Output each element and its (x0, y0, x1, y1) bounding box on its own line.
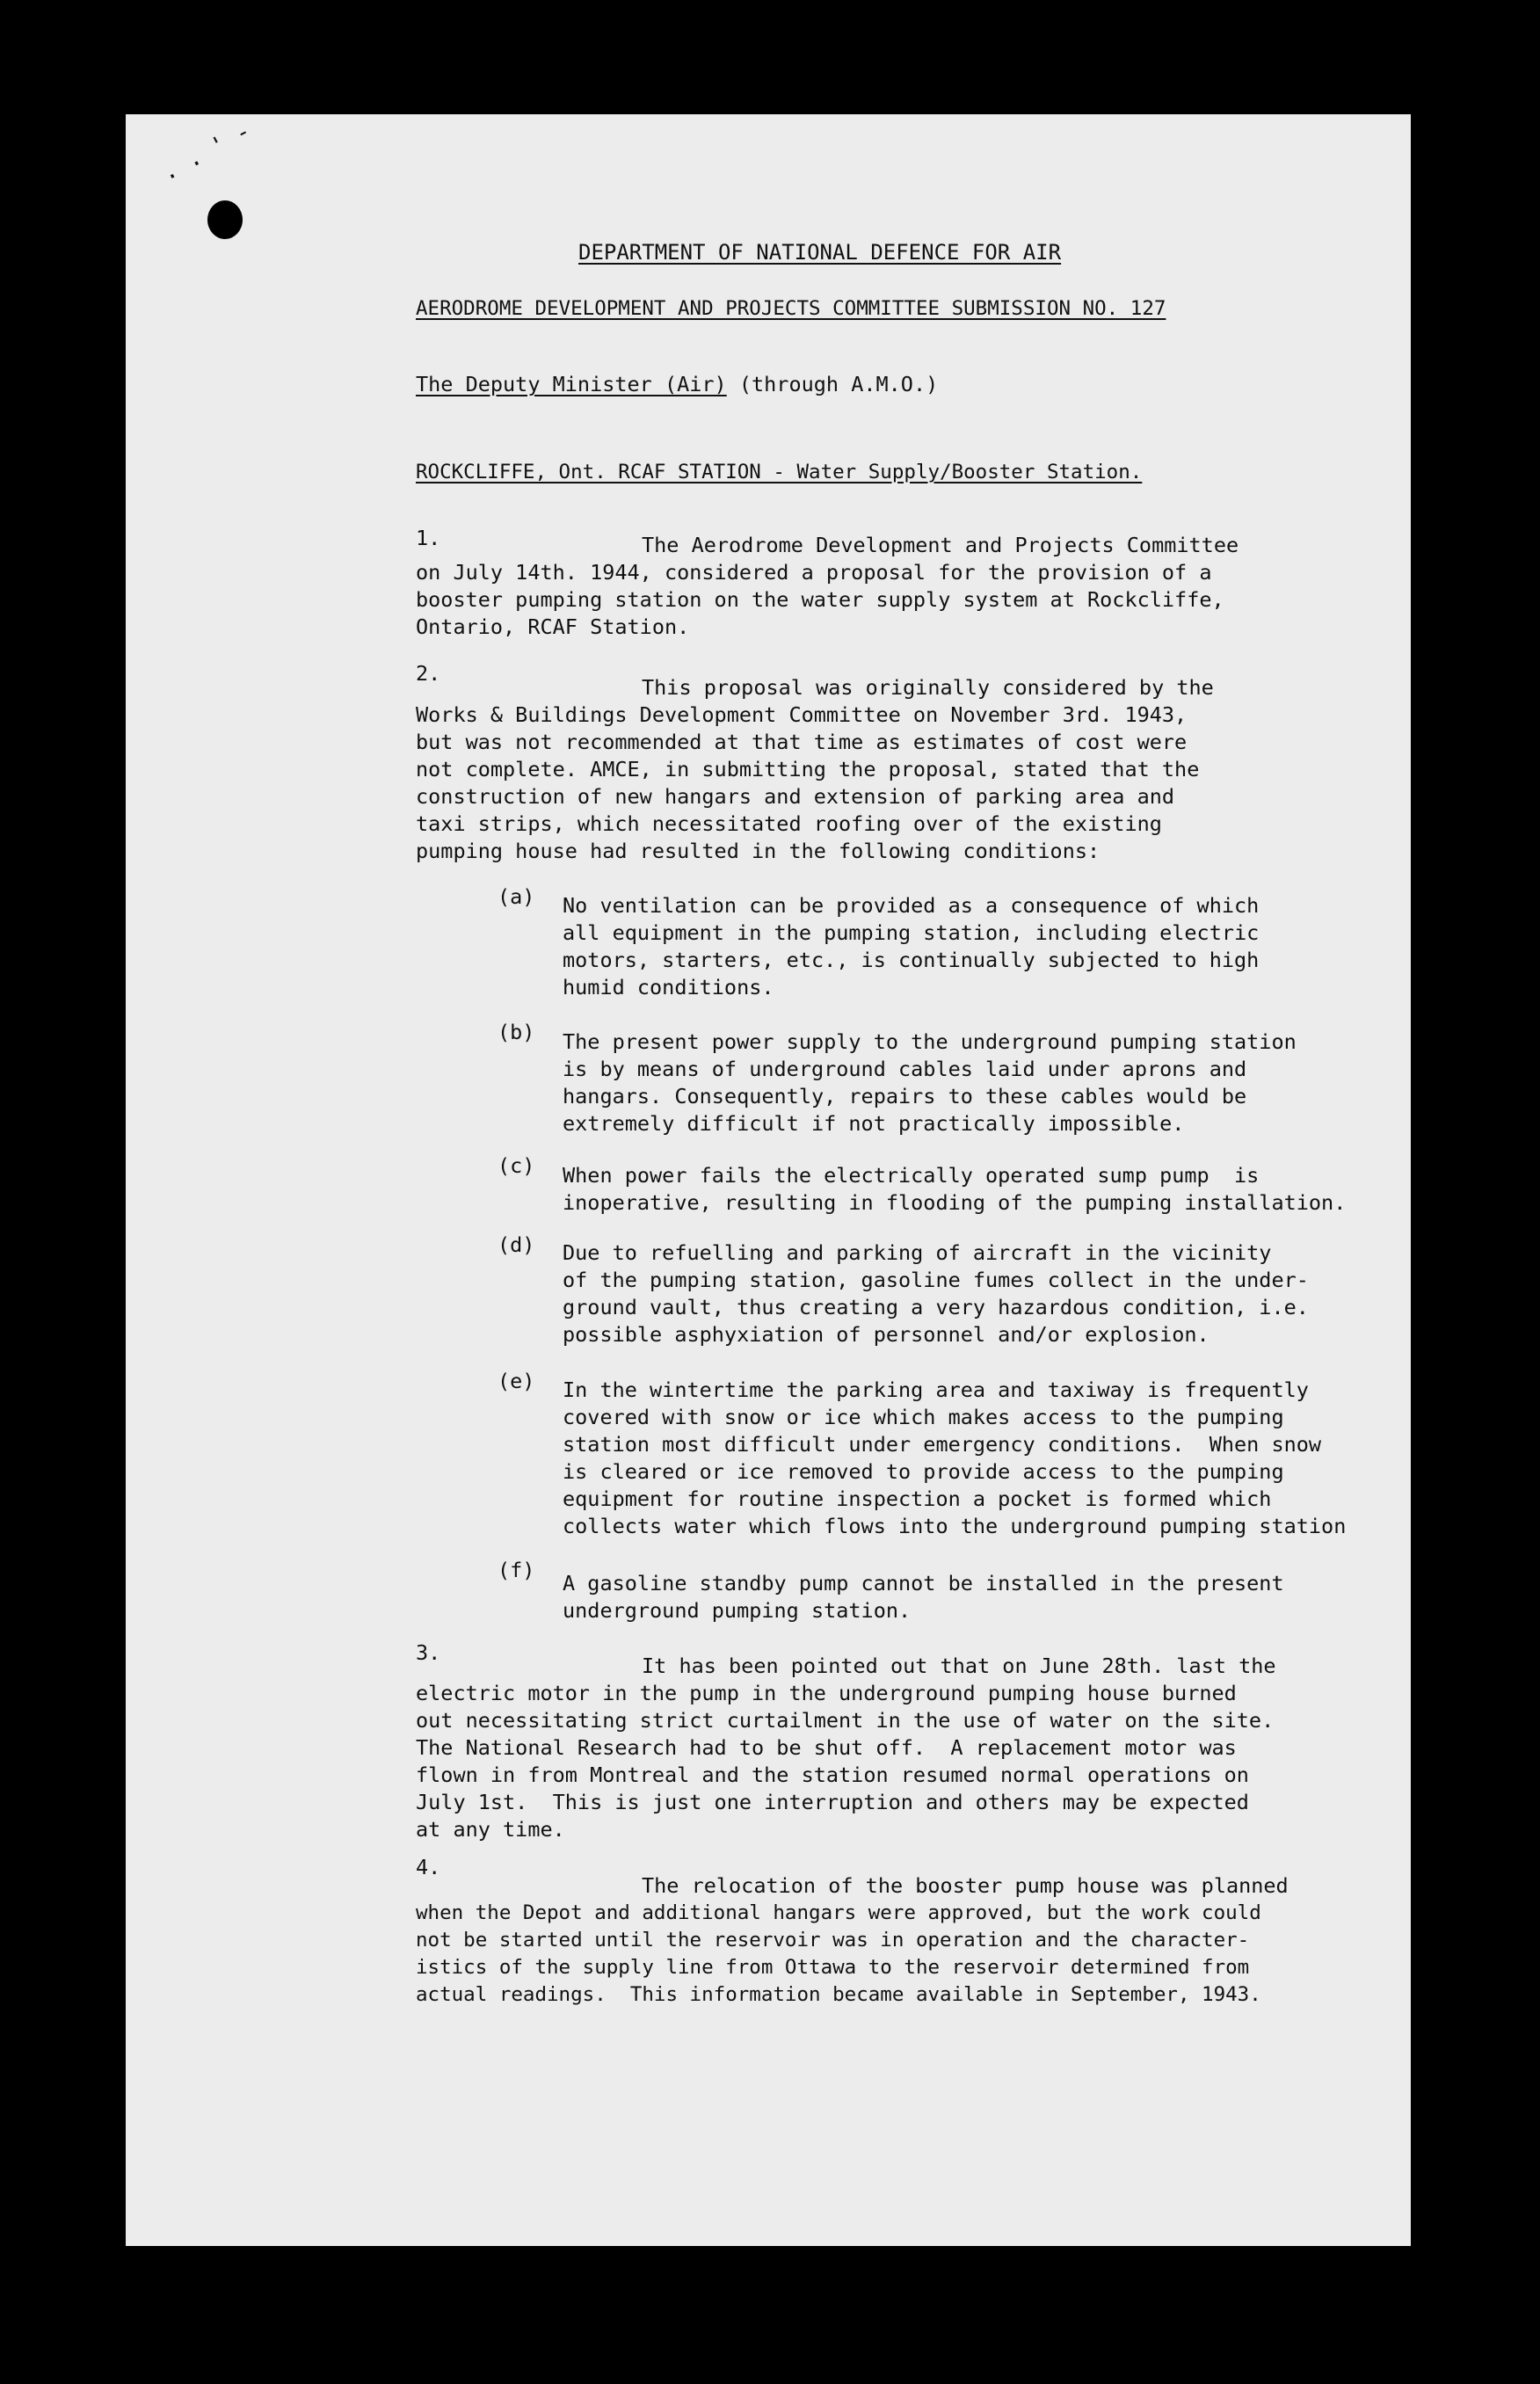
punch-hole (207, 200, 243, 239)
pencil-marks: . . ' - (157, 118, 256, 186)
department-heading: DEPARTMENT OF NATIONAL DEFENCE FOR AIR (578, 240, 1062, 265)
condition-d-label: (d) (498, 1232, 535, 1257)
addressee (416, 371, 938, 398)
paragraph-2-text: Works & Buildings Development Committee on November 3rd. 1943, but was not recommended at that time as estimates of cost were not complete. AMCE, in submitting the proposal, stated that the construction of new hangars and extension of parking area and taxi strips, which necessitated roofing over of the existing pumping house had resulted in the following conditions: (416, 702, 1200, 863)
paragraph-3-text: electric motor in the pump in the underground pumping house burned out necessitating strict curtailment in the use of water on the site. The National Research had to be shut off. A replacement motor was flown in from Montreal and the station resumed normal operations on July 1st. This is just one interruption and others may be expected at any time. (416, 1681, 1275, 1842)
paragraph-1-number: 1. (416, 526, 441, 550)
condition-b-text: The present power supply to the underground pumping station is by means of underground cables laid under aprons and hangars. Consequently, repairs to these cables would be extremely difficult if not practically impossible. (563, 1029, 1297, 1136)
paragraph-4-lead: The relocation of the booster pump house was planned (642, 1873, 1289, 1898)
condition-c-label: (c) (498, 1153, 535, 1178)
condition-a-text: No ventilation can be provided as a consequence of which all equipment in the pumping station, including electric motors, starters, etc., is continually subjected to high humid conditions. (563, 893, 1260, 999)
condition-a-label: (a) (498, 884, 535, 909)
paragraph-3-lead: It has been pointed out that on June 28th. last the (642, 1654, 1276, 1678)
paragraph-3-number: 3. (416, 1640, 441, 1665)
submission-heading: AERODROME DEVELOPMENT AND PROJECTS COMMITTEE SUBMISSION NO. 127 (416, 297, 1166, 320)
paragraph-2-number: 2. (416, 661, 441, 686)
condition-b-label: (b) (498, 1020, 535, 1044)
condition-e-label: (e) (498, 1369, 535, 1393)
condition-f-text: A gasoline standby pump cannot be installed in the present underground pumping station. (563, 1571, 1284, 1623)
condition-e-text: In the wintertime the parking area and taxiway is frequently covered with snow or ice which makes access to the pumping station most difficult under emergency conditions. When snow is cleared or ice removed to provide access to the pumping equipment for routine inspection a pocket is formed which collects water which flows into the underground pumping station (563, 1377, 1347, 1538)
paragraph-1-text: on July 14th. 1944, considered a proposal for the provision of a booster pumping station on the water supply system at Rockcliffe, Ontario, RCAF Station. (416, 560, 1224, 639)
condition-c-text: When power fails the electrically operated sump pump is inoperative, resulting in flooding of the pumping installation. (563, 1163, 1347, 1215)
subject-line: ROCKCLIFFE, Ont. RCAF STATION - Water Supply/Booster Station. (416, 461, 1143, 483)
addressee-name: The Deputy Minister (Air) (416, 372, 727, 396)
paragraph-1-lead: The Aerodrome Development and Projects Committee (642, 533, 1239, 557)
paragraph-4-number: 4. (416, 1855, 441, 1879)
condition-d-text: Due to refuelling and parking of aircraft in the vicinity of the pumping station, gasoline fumes collect in the under- ground vault, thus creating a very hazardous condition, i.e. possible asphyxiation of personnel and/or explosion. (563, 1240, 1309, 1347)
condition-f-label: (f) (498, 1558, 535, 1582)
addressee-route: (through A.M.O.) (726, 372, 939, 396)
paragraph-2-lead: This proposal was originally considered by the (642, 675, 1214, 700)
paragraph-4-text: when the Depot and additional hangars were approved, but the work could not be started until the reservoir was in operation and the character- istics of the supply line from Ottawa to the reservoir determined from actual readings. This information became available in September, 1943. (416, 1901, 1261, 2006)
